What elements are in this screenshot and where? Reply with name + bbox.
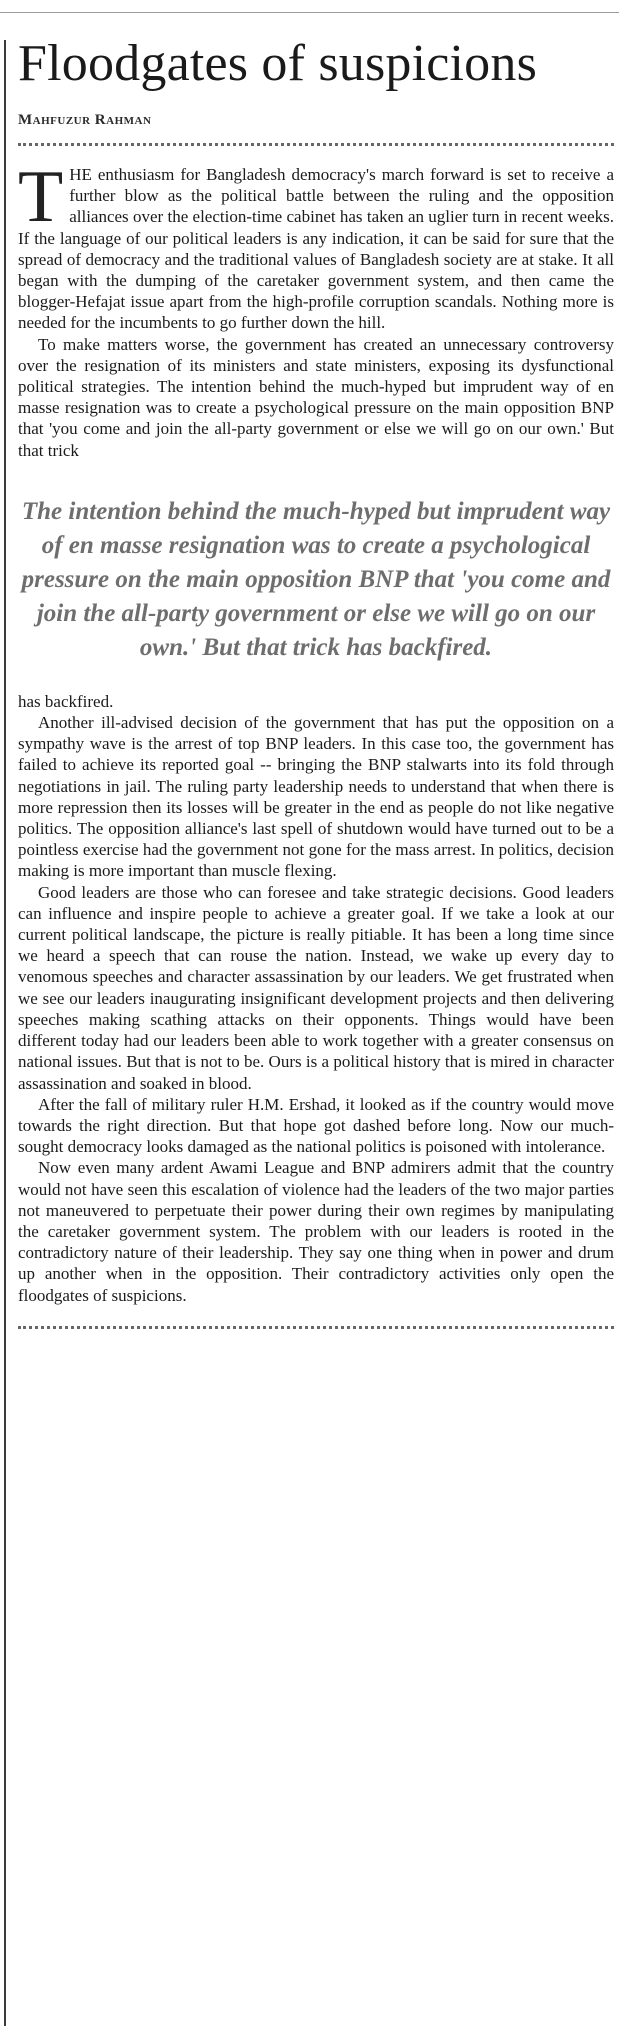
dotted-divider-bottom <box>18 1326 614 1329</box>
paragraph: Another ill-advised decision of the government that has put the opposition on a sympathy wave is the arrest of top BNP leaders. In this case too, the government has failed to achieve its reported goal -- bringing the BNP stalwarts into its fold through negotiations in jail. The ruling party leadership needs to understand that when there is more repression then its losses will be greater in the end as people do not like negative politics. The opposition alliance's last spell of shutdown would have turned out to be a pointless exercise had the government not gone for the mass arrest. In politics, decision making is more important than muscle flexing. <box>18 713 614 881</box>
article <box>18 35 614 1329</box>
pull-quote: The intention behind the much-hyped but imprudent way of en masse resignation was to create a psychological pressure on the main opposition BNP that 'you come and join the all-party government or else we will go on our own.' But that trick has backfired. <box>21 497 611 661</box>
drop-cap: T <box>18 156 64 238</box>
paragraph-continued: has backfired. <box>18 691 114 711</box>
headline: Floodgates of suspicions <box>18 35 538 92</box>
paragraph: Good leaders are those who can foresee and take strategic decisions. Good leaders can influence and inspire people to achieve a greater goal. If we take a look at our current political landscape, the picture is really pitiable. It has been a long time since we heard a speech that can rouse the nation. Instead, we wake up every day to venomous speeches and character assassination by our leaders. We get frustrated when we see our leaders inaugurating insignificant development projects and then delivering speeches making scathing attacks on their opponents. Things would have been different today had our leaders been able to work together with a greater consensus on national issues. But that is not to be. Ours is a political history that is mired in character assassination and soaked in blood. <box>18 882 614 1093</box>
paragraph: Now even many ardent Awami League and BNP admirers admit that the country would not have seen this escalation of violence had the leaders of the two major parties not maneuvered to perpetuate their power during their own regimes by manipulating the caretaker government system. The problem with our leaders is rooted in the contradictory nature of their leadership. They say one thing when in power and drum up another when in the opposition. Their contradictory activities only open the floodgates of suspicions. <box>18 1158 614 1305</box>
byline: Mahfuzur Rahman <box>18 112 152 128</box>
dotted-divider <box>18 143 614 146</box>
lead-paragraph-text: HE enthusiasm for Bangladesh democracy's march forward is set to receive a further blow as the political battle between the ruling and the opposition alliances over the election-time cabinet has taken an uglier turn in recent weeks. If the language of our political leaders is any indication, it can be said for sure that the spread of democracy and the traditional values of Bangladesh society are at stake. It all began with the dumping of the caretaker government system, and then came the blogger-Hefajat issue apart from the high-profile corruption scandals. Nothing more is needed for the incumbents to go further down the hill. <box>18 165 614 333</box>
article-body <box>18 156 614 1306</box>
paragraph: After the fall of military ruler H.M. Ershad, it looked as if the country would move towards the right direction. But that hope got dashed before long. Now our much-sought democracy looks damaged as the national politics is poisoned with intolerance. <box>18 1094 614 1157</box>
lead-paragraph <box>18 156 614 334</box>
column-rule <box>4 40 6 2026</box>
paragraph: To make matters worse, the government has created an unnecessary controversy over the resignation of its ministers and state ministers, exposing its dysfunctional political strategies. The intention behind the much-hyped but imprudent way of en masse resignation was to create a psychological pressure on the main opposition BNP that 'you come and join the all-party government or else we will go on our own.' But that trick <box>18 334 614 460</box>
top-rule <box>0 12 619 13</box>
